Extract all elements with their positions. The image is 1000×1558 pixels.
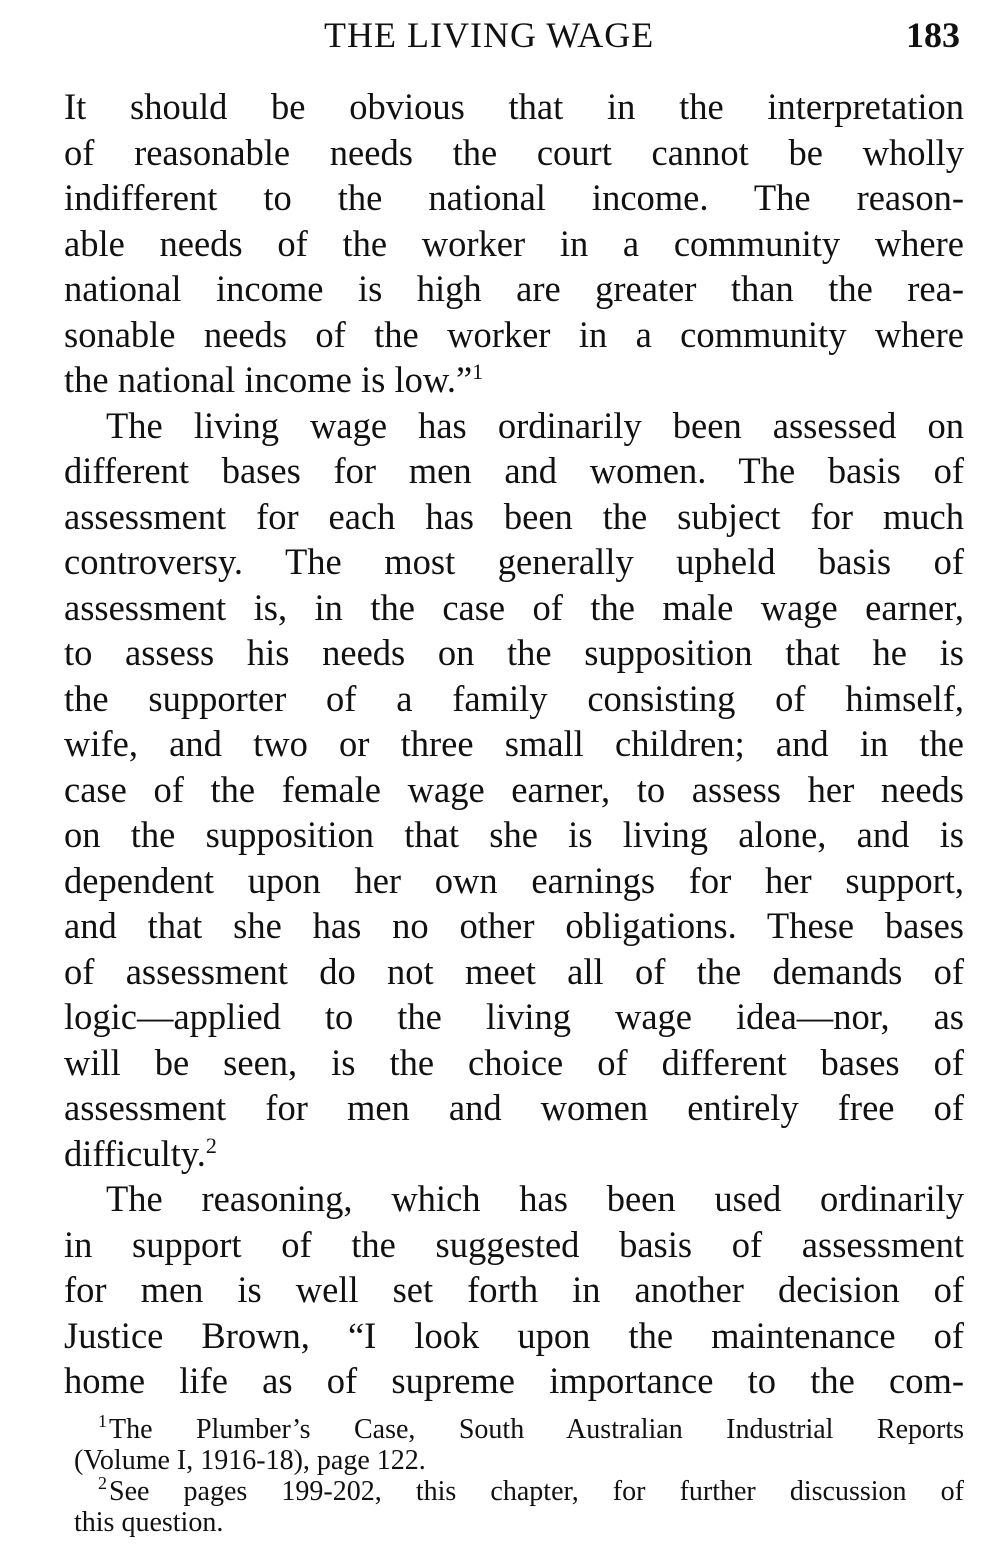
footnote-mark: 1 bbox=[98, 1411, 107, 1432]
text-line: wife, and two or three small children; and in the bbox=[64, 723, 964, 764]
text-line: Justice Brown, “I look upon the maintenance of bbox=[64, 1314, 964, 1356]
body-text bbox=[64, 84, 964, 1404]
text-line: national income is high are greater than the rea- bbox=[64, 268, 964, 309]
text-line: will be seen, is the choice of different bases of bbox=[64, 1041, 964, 1083]
text-line: to assess his needs on the supposition that he is bbox=[64, 632, 964, 673]
text-line: case of the female wage earner, to assess her needs bbox=[64, 768, 964, 810]
text-line bbox=[64, 1131, 964, 1177]
text-line: logic—applied to the living wage idea—nor, as bbox=[64, 996, 964, 1037]
footnote-1 bbox=[74, 1411, 964, 1476]
text-line: dependent upon her own earnings for her support, bbox=[64, 859, 964, 901]
text-line: It should be obvious that in the interpretation bbox=[64, 86, 964, 127]
text-line: assessment is, in the case of the male wage earner, bbox=[64, 586, 964, 628]
paragraph-2 bbox=[64, 403, 964, 1177]
text-line: sonable needs of the worker in a community where bbox=[64, 313, 964, 355]
footnote-mark: 2 bbox=[98, 1473, 107, 1494]
footnotes bbox=[64, 1411, 964, 1538]
running-header bbox=[64, 14, 964, 62]
text-line: different bases for men and women. The basis of bbox=[64, 450, 964, 491]
footnote-line bbox=[98, 1411, 964, 1445]
document-page bbox=[64, 14, 964, 1538]
text-line bbox=[64, 357, 964, 403]
footnote-line: (Volume I, 1916-18), page 122. bbox=[74, 1444, 426, 1476]
text-line-content: the national income is low.” bbox=[64, 359, 473, 400]
text-line: controversy. The most generally upheld basis of bbox=[64, 541, 964, 582]
paragraph-1 bbox=[64, 84, 964, 403]
text-line-content: difficulty. bbox=[64, 1132, 206, 1174]
text-line: assessment for each has been the subject for much bbox=[64, 495, 964, 537]
paragraph-3 bbox=[64, 1176, 964, 1404]
page-number: 183 bbox=[906, 15, 960, 55]
text-line: of reasonable needs the court cannot be wholly bbox=[64, 131, 964, 173]
text-line: able needs of the worker in a community where bbox=[64, 222, 964, 264]
text-line: in support of the suggested basis of assessment bbox=[64, 1223, 964, 1265]
footnote-2 bbox=[74, 1473, 964, 1538]
text-line: and that she has no other obligations. These bases bbox=[64, 905, 964, 946]
text-line: The reasoning, which has been used ordinarily bbox=[106, 1178, 964, 1219]
running-title: THE LIVING WAGE bbox=[324, 15, 655, 55]
text-line: The living wage has ordinarily been assessed on bbox=[106, 404, 964, 446]
footnote-text: The Plumber’s Case, South Australian Industrial Reports bbox=[109, 1413, 964, 1445]
text-line: of assessment do not meet all of the demands of bbox=[64, 950, 964, 992]
footnote-ref-2: 2 bbox=[205, 1132, 217, 1158]
footnote-line: this question. bbox=[74, 1506, 224, 1538]
text-line: for men is well set forth in another decision of bbox=[64, 1269, 964, 1310]
footnote-ref-1: 1 bbox=[472, 358, 484, 384]
footnote-text: See pages 199-202, this chapter, for further discussion of bbox=[109, 1475, 964, 1507]
text-line: assessment for men and women entirely free of bbox=[64, 1087, 964, 1128]
text-line: indifferent to the national income. The reason- bbox=[64, 177, 964, 218]
text-line: home life as of supreme importance to the com- bbox=[64, 1360, 964, 1401]
text-line: on the supposition that she is living alone, and is bbox=[64, 814, 964, 855]
text-line: the supporter of a family consisting of himself, bbox=[64, 677, 964, 719]
footnote-line bbox=[98, 1473, 964, 1507]
